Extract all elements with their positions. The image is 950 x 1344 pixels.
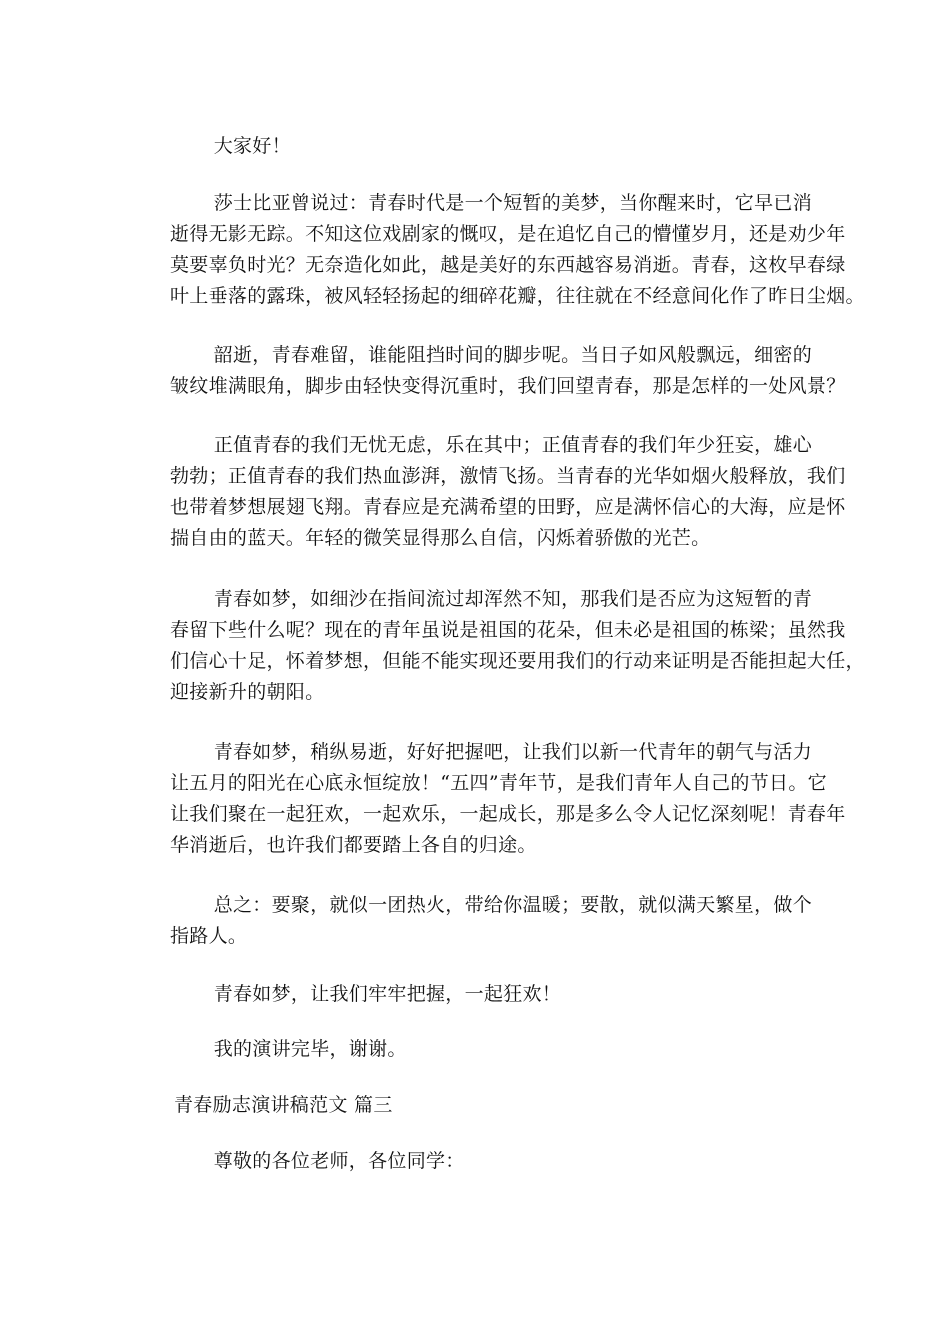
text-line: 也带着梦想展翅飞翔。青春应是充满希望的田野，应是满怀信心的大海，应是怀 [170,496,846,518]
text-line: 叶上垂落的露珠，被风轻轻扬起的细碎花瓣，往往就在不经意间化作了昨日尘烟。 [170,285,865,307]
text-line: 皱纹堆满眼角，脚步由轻快变得沉重时，我们回望青春，那是怎样的一处风景？ [170,375,846,397]
text-line: 华消逝后，也许我们都要踏上各自的归途。 [170,834,537,856]
text-line: 们信心十足，怀着梦想，但能不能实现还要用我们的行动来证明是否能担起大任， [170,650,865,672]
text-line: 总之：要聚，就似一团热火，带给你温暖；要散，就似满天繁星，做个 [213,894,812,916]
paragraph-3 [170,430,846,554]
text-line: 大家好！ [213,135,291,157]
text-line: 指路人。 [170,925,248,947]
text-line: 莎士比亚曾说过：青春时代是一个短暂的美梦，当你醒来时，它早已消 [213,192,812,214]
paragraph-5 [170,737,846,861]
text-line: 我的演讲完毕，谢谢。 [213,1038,407,1060]
text-line: 莫要辜负时光？无奈造化如此，越是美好的东西越容易消逝。青春，这枚早春绿 [170,254,846,276]
text-line: 青春如梦，让我们牢牢把握，一起狂欢！ [213,983,562,1005]
text-line: 让我们聚在一起狂欢，一起欢乐，一起成长，那是多么令人记忆深刻呢！青春年 [170,803,846,825]
greeting-paragraph [170,131,810,162]
section-title: 青春励志演讲稿范文 篇三 [174,1094,393,1116]
text-line: 春留下些什么呢？现在的青年虽说是祖国的花朵，但未必是祖国的栋梁；虽然我 [170,619,846,641]
paragraph-8 [170,1034,810,1065]
salutation-paragraph [170,1146,810,1177]
text-line: 让五月的阳光在心底永恒绽放！“五四”青年节，是我们青年人自己的节日。它 [170,772,827,794]
paragraph-7 [170,979,810,1010]
text-line: 揣自由的蓝天。年轻的微笑显得那么自信，闪烁着骄傲的光芒。 [170,527,711,549]
text-line: 逝得无影无踪。不知这位戏剧家的慨叹，是在追忆自己的懵懂岁月，还是劝少年 [170,223,846,245]
paragraph-2 [170,340,846,402]
text-line: 迎接新升的朝阳。 [170,681,325,703]
text-line: 青春如梦，稍纵易逝，好好把握吧，让我们以新一代青年的朝气与活力 [213,741,812,763]
paragraph-1 [170,188,865,312]
paragraph-6 [170,890,810,952]
text-line: 青春如梦，如细沙在指间流过却浑然不知，那我们是否应为这短暂的青 [213,588,812,610]
paragraph-4 [170,584,865,708]
text-line: 正值青春的我们无忧无虑，乐在其中；正值青春的我们年少狂妄，雄心 [213,434,812,456]
text-line: 勃勃；正值青春的我们热血澎湃，激情飞扬。当青春的光华如烟火般释放，我们 [170,465,846,487]
text-line: 尊敬的各位老师，各位同学： [213,1150,465,1172]
text-line: 韶逝，青春难留，谁能阻挡时间的脚步呢。当日子如风般飘远，细密的 [213,344,812,366]
